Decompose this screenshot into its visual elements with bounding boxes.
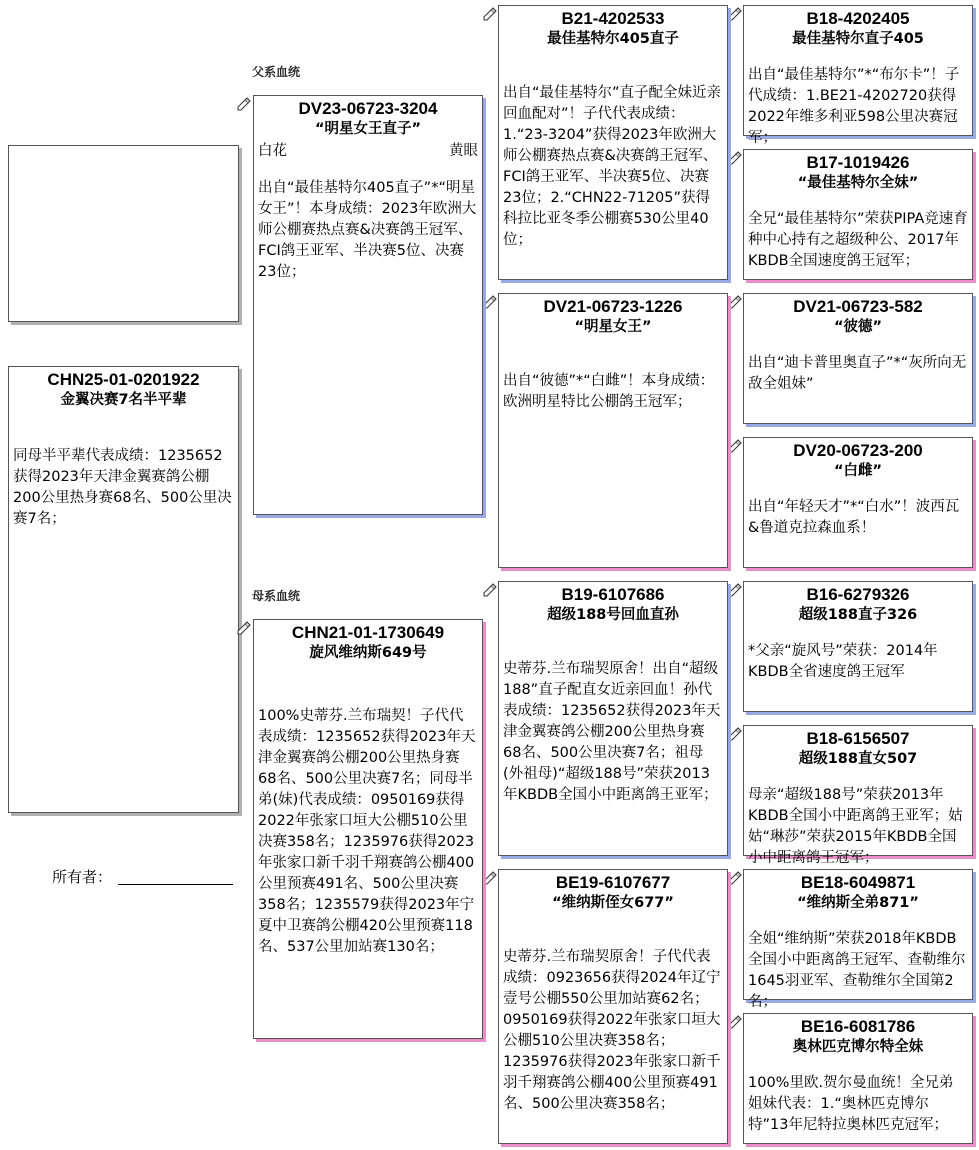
sd-name: “明星女王” [574,319,652,335]
ds-ring: B19-6107686 [561,585,665,604]
dd-name: “维纳斯侄女677” [552,895,674,911]
owner-label: 所有者： [52,868,113,886]
edit-pencil-icon[interactable] [236,620,252,636]
sire-dam-card [498,293,728,568]
dsd-card [743,725,973,866]
ssd-card [743,149,973,280]
sire-sire-card [498,5,728,280]
sire-ring: DV23-06723-3204 [298,99,438,118]
dds-name: “维纳斯全弟871” [797,895,919,911]
edit-pencil-icon[interactable] [727,438,743,454]
ddd-name: 奥林匹克博尔特全妹 [792,1039,924,1055]
dam-line-label: 母系血统 [252,589,301,603]
dsd-name: 超级188直女507 [798,751,918,767]
edit-pencil-icon[interactable] [727,150,743,166]
sire-eye: 黄眼 [449,143,478,159]
sss-ring: B18-4202405 [806,9,910,28]
edit-pencil-icon[interactable] [727,1014,743,1030]
sire-name: “明星女王直子” [314,121,422,137]
subject-desc: 同母半平辈代表成绩：1235652获得2023年天津金翼赛鸽公棚200公里热身赛68名、500公里决赛7名； [13,448,232,527]
photo-placeholder [8,145,239,322]
ssd-desc: 全兄“最佳基特尔”荣获PIPA竞速育种中心持有之超级种公、2017年KBDB全国速度鸽王冠军； [748,211,968,269]
sd-desc: 出自“彼德”*“白雌”！本身成绩：欧洲明星特比公棚鸽王冠军； [503,373,715,410]
owner-line [118,884,233,885]
edit-pencil-icon[interactable] [727,294,743,310]
sss-card [743,5,973,146]
subject-name: 金翼决赛7名半平辈 [60,392,187,408]
dss-ring: B16-6279326 [806,585,910,604]
ddd-desc: 100%里欧.贺尔曼血统！全兄弟姐妹代表：1.“奥林匹克博尔特”13年尼特拉奥林匹克冠军； [748,1075,954,1133]
edit-pencil-icon[interactable] [482,870,498,886]
sds-name: “彼德” [833,319,883,335]
edit-pencil-icon[interactable] [727,6,743,22]
dsd-ring: B18-6156507 [806,729,910,748]
dam-dam-card [498,869,728,1144]
sire-desc: 出自“最佳基特尔405直子”*“明星女王”！本身成绩：2023年欧洲大师公棚赛热点赛&决赛鸽王冠军、FCI鸽王亚军、半决赛5位、决赛23位； [258,180,477,280]
dam-name: 旋风维纳斯649号 [309,645,427,661]
sire-color-row [254,141,482,162]
ds-name: 超级188号回血直孙 [547,607,679,623]
sds-ring: DV21-06723-582 [793,297,923,316]
dd-ring: BE19-6107677 [555,873,671,892]
dds-ring: BE18-6049871 [800,873,916,892]
edit-pencil-icon[interactable] [236,96,252,112]
sire-line-label: 父系血统 [252,65,301,79]
sss-name: 最佳基特尔直子405 [792,31,924,47]
sd-ring: DV21-06723-1226 [543,297,683,316]
ddd-card [743,1013,973,1144]
dam-card [253,619,483,1039]
dsd-desc: 母亲“超级188号”荣获2013年KBDB全国小中距离鸽王亚军；姑姑“琳莎”荣获2015年KBDB全国小中距离鸽王冠军； [748,787,963,866]
sire-color: 白花 [258,143,287,159]
ss-name: 最佳基特尔405直子 [547,31,679,47]
edit-pencil-icon[interactable] [482,582,498,598]
edit-pencil-icon[interactable] [727,726,743,742]
dss-name: 超级188直子326 [798,607,918,623]
sss-desc: 出自“最佳基特尔”*“布尔卡”！子代成绩：1.BE21-4202720获得2022年维多利亚598公里决赛冠军； [748,67,960,146]
edit-pencil-icon[interactable] [482,6,498,22]
ss-ring: B21-4202533 [561,9,665,28]
ssd-name: “最佳基特尔全妹” [797,175,919,191]
dd-desc: 史蒂芬.兰布瑞契原舍！子代代表成绩：0923656获得2024年辽宁壹号公棚550公里加站赛62名；0950169获得2022年张家口垣大公棚510公里决赛358名；1235976获得2023年张家口新千羽千翔赛鸽公棚400公里预赛491名、500公里决赛358名； [503,949,721,1112]
dss-card [743,581,973,712]
subject-ring: CHN25-01-0201922 [47,370,200,389]
sdd-card [743,437,973,568]
dam-ring: CHN21-01-1730649 [291,623,445,642]
sdd-name: “白雌” [833,463,883,479]
dam-desc: 100%史蒂芬.兰布瑞契！子代代表成绩：1235652获得2023年天津金翼赛鸽公棚200公里热身赛68名、500公里决赛7名；同母半弟(妹)代表成绩：0950169获得2022年张家口垣大公棚510公里决赛358名；1235976获得2023年张家口新千羽千翔赛鸽公棚400公里预赛491名、500公里决赛358名；1235579获得2023年宁夏中卫赛鸽公棚420公里预赛118名、537公里加站赛130名； [258,708,476,955]
ds-desc: 史蒂芬.兰布瑞契原舍！出自“超级188”直子配直女近亲回血！孙代表成绩：1235652获得2023年天津金翼赛鸽公棚200公里热身赛68名、500公里决赛7名；祖母(外祖母)“超级188号”荣获2013年KBDB全国小中距离鸽王亚军； [503,661,721,803]
sds-card [743,293,973,424]
dss-desc: *父亲“旋风号”荣获：2014年KBDB全省速度鸽王冠军 [748,643,938,680]
dam-sire-card [498,581,728,856]
ss-desc: 出自“最佳基特尔”直子配全妹近亲回血配对”！子代代表成绩：1.“23-3204”获得2023年欧洲大师公棚赛热点赛&决赛鸽王冠军、FCI鸽王亚军、半决赛5位、决赛23位；2.“CHN22-71205”获得科拉比亚冬季公棚赛530公里40位； [503,85,722,248]
sdd-ring: DV20-06723-200 [793,441,923,460]
sire-card [253,95,483,515]
ssd-ring: B17-1019426 [806,153,910,172]
sdd-desc: 出自“年轻天才”*“白水”！波西瓦&鲁道克拉森血系！ [748,499,960,536]
edit-pencil-icon[interactable] [727,582,743,598]
edit-pencil-icon[interactable] [482,294,498,310]
dds-card [743,869,973,1010]
ddd-ring: BE16-6081786 [800,1017,916,1036]
sds-desc: 出自“迪卡普里奥直子”*“灰所向无敌全姐妹” [748,355,967,392]
edit-pencil-icon[interactable] [727,870,743,886]
subject-card [8,366,239,813]
dds-desc: 全姐“维纳斯”荣获2018年KBDB全国小中距离鸽王冠军、查勒维尔1645羽亚军、查勒维尔全国第2名； [748,931,966,1010]
